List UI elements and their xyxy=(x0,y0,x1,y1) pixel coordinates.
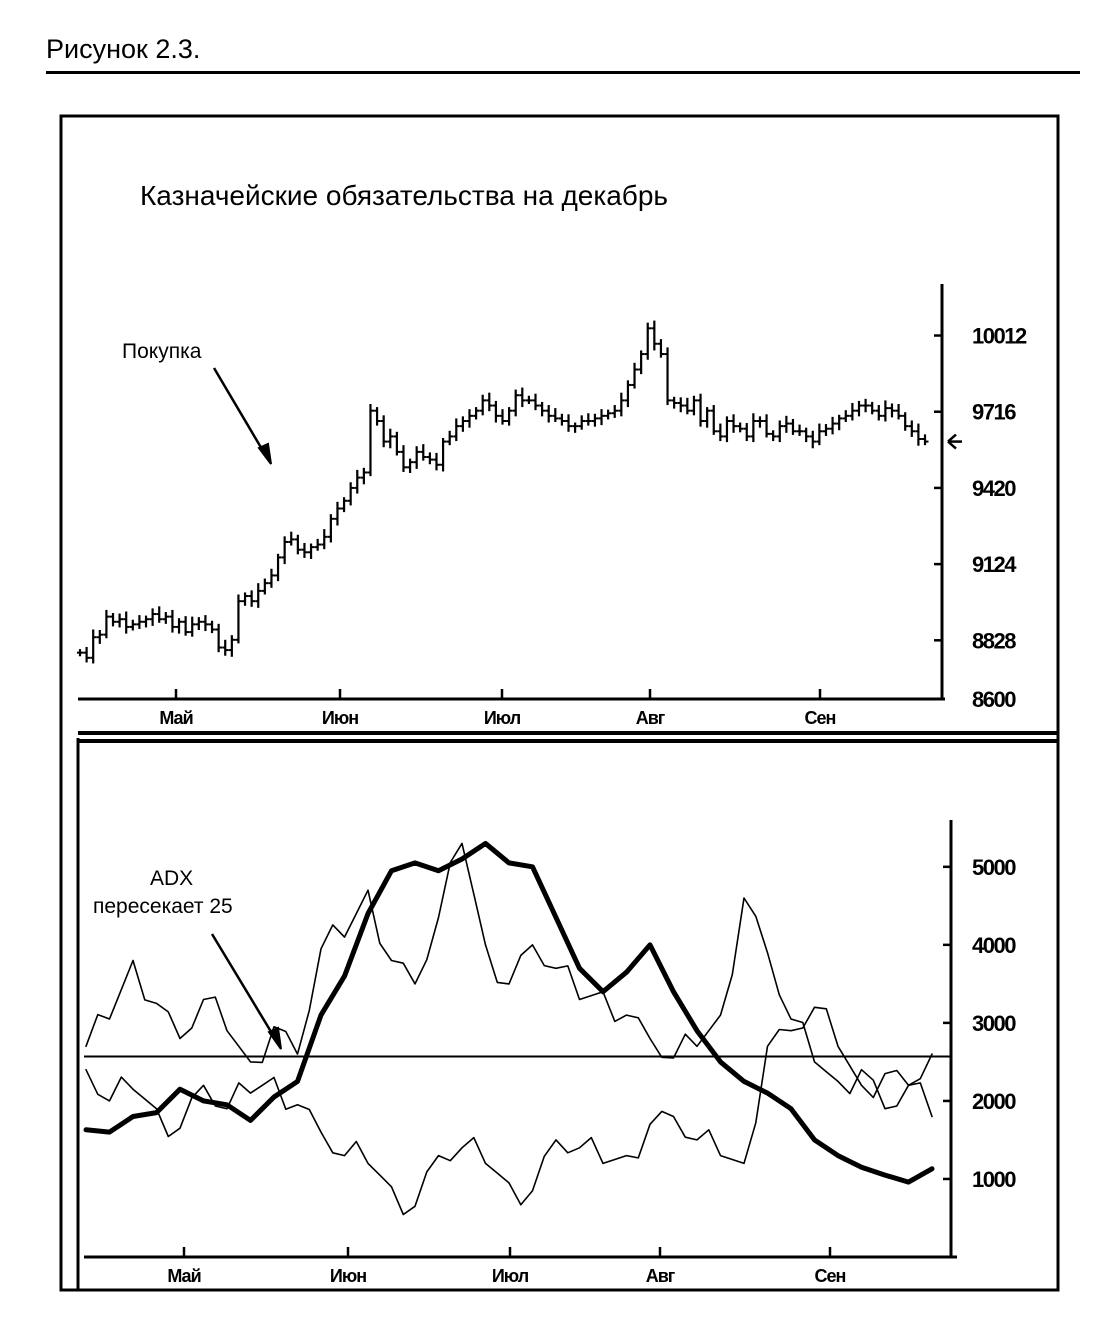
price-bar xyxy=(869,402,876,414)
indicator-x-tick-label: Июн xyxy=(329,1266,367,1286)
price-bar xyxy=(750,413,757,442)
price-bar xyxy=(863,399,870,412)
price-x-tick-label: Авг xyxy=(635,708,665,728)
price-bar xyxy=(539,402,546,416)
price-bar xyxy=(453,418,460,441)
price-bar xyxy=(599,409,606,425)
price-x-tick-label: Июн xyxy=(321,708,359,728)
price-y-tick-label: 9124 xyxy=(972,552,1015,578)
price-bar xyxy=(698,394,705,427)
price-bar xyxy=(110,613,117,626)
price-bar xyxy=(605,410,612,420)
price-bar xyxy=(618,393,625,417)
price-bar xyxy=(84,647,91,662)
price-bar xyxy=(374,407,381,426)
adx-arrow xyxy=(212,934,281,1049)
price-bar xyxy=(97,630,104,644)
price-bar xyxy=(836,415,843,430)
price-bar xyxy=(381,415,388,447)
price-bar xyxy=(658,339,665,358)
price-bar xyxy=(282,536,289,564)
price-bar xyxy=(737,423,744,433)
price-bar xyxy=(717,424,724,442)
price-bar xyxy=(843,410,850,422)
figure-caption: Рисунок 2.3. xyxy=(46,34,201,64)
price-bar xyxy=(295,535,302,555)
price-bar xyxy=(315,539,322,551)
price-bar xyxy=(797,425,804,436)
price-bar xyxy=(130,620,137,631)
price-bar xyxy=(77,649,84,656)
price-bar xyxy=(196,617,203,630)
price-bar xyxy=(308,544,315,559)
price-bar xyxy=(777,420,784,442)
price-bar xyxy=(651,321,658,351)
price-bar xyxy=(513,390,520,417)
price-y-ticks xyxy=(934,324,1027,712)
price-bar xyxy=(671,397,678,409)
price-bar xyxy=(440,438,447,471)
price-x-tick-label: Июл xyxy=(483,708,521,728)
price-bar xyxy=(665,347,672,405)
price-bar xyxy=(823,424,830,436)
price-bar xyxy=(143,616,150,628)
price-bar xyxy=(849,403,856,421)
price-bar xyxy=(519,388,526,408)
price-bar xyxy=(876,405,883,420)
price-bar xyxy=(731,414,738,433)
price-bar xyxy=(579,415,586,429)
price-bar xyxy=(790,419,797,435)
price-chart-title: Казначейские обязательства на декабрь xyxy=(140,180,668,211)
price-bar xyxy=(150,608,157,626)
indicator-y-tick-label: 4000 xyxy=(972,932,1015,958)
price-bar xyxy=(447,431,454,445)
price-bar xyxy=(90,629,97,663)
price-bar xyxy=(566,414,573,432)
price-x-ticks xyxy=(159,689,835,728)
price-bar xyxy=(460,416,467,431)
price-bar xyxy=(255,583,262,608)
price-bar xyxy=(764,414,771,437)
price-bar xyxy=(202,615,209,631)
price-bar xyxy=(638,350,645,374)
price-bar xyxy=(420,444,427,460)
indicator-x-tick-label: Сен xyxy=(814,1266,846,1286)
price-bar xyxy=(632,363,639,389)
indicator-line-2 xyxy=(86,843,932,1116)
price-bar xyxy=(209,621,216,633)
indicator-line-3 xyxy=(86,1007,932,1214)
price-bar xyxy=(744,423,751,441)
price-bar xyxy=(156,606,163,622)
buy-annotation: Покупка xyxy=(122,340,202,363)
price-bar xyxy=(770,430,777,441)
adx-annotation xyxy=(93,867,233,918)
price-bar xyxy=(678,397,685,412)
price-bar xyxy=(235,594,242,643)
price-y-tick-label: 10012 xyxy=(972,323,1026,349)
price-bar xyxy=(856,401,863,416)
price-bar xyxy=(288,532,295,546)
price-y-tick-label: 8828 xyxy=(972,628,1015,654)
price-bar xyxy=(275,554,282,581)
price-bar xyxy=(268,569,275,588)
price-bar xyxy=(810,431,817,449)
price-bar xyxy=(341,497,348,512)
price-bar xyxy=(473,407,480,419)
price-bar xyxy=(400,445,407,472)
price-bar xyxy=(552,408,559,422)
price-bar xyxy=(711,405,718,435)
price-bar xyxy=(757,416,764,427)
price-bar xyxy=(367,404,374,476)
figure-frame xyxy=(61,116,1058,1290)
price-bar xyxy=(691,396,698,416)
price-bar xyxy=(896,404,903,419)
price-x-tick-label: Май xyxy=(159,708,193,728)
price-bar xyxy=(526,396,533,404)
price-bar xyxy=(572,423,579,433)
price-bar xyxy=(922,434,929,445)
price-bar xyxy=(592,414,599,427)
price-bar xyxy=(361,468,368,484)
price-bar xyxy=(123,611,130,633)
price-bar xyxy=(301,543,308,558)
price-bar xyxy=(704,407,711,428)
price-bar xyxy=(387,429,394,449)
price-bar xyxy=(724,416,731,442)
price-bar xyxy=(394,432,401,456)
price-bar xyxy=(625,380,632,407)
indicator-y-tick-label: 5000 xyxy=(972,854,1015,880)
price-bar xyxy=(348,482,355,505)
price-bar xyxy=(176,618,183,633)
price-bar xyxy=(407,459,414,473)
price-bar xyxy=(249,590,256,606)
indicator-x-ticks xyxy=(167,1247,845,1286)
price-bar xyxy=(189,617,196,637)
price-bar xyxy=(466,409,473,428)
price-bar xyxy=(783,416,790,433)
price-bar xyxy=(229,635,236,657)
price-bar xyxy=(816,424,823,446)
price-bar xyxy=(546,405,553,423)
price-bar xyxy=(915,424,922,446)
price-y-tick-label: 9420 xyxy=(972,475,1015,501)
price-bar xyxy=(262,579,269,595)
price-bar xyxy=(354,470,361,494)
price-bar xyxy=(803,428,810,442)
price-bar xyxy=(433,453,440,471)
price-bar xyxy=(216,624,223,652)
price-bar xyxy=(493,401,500,423)
price-bar xyxy=(889,403,896,417)
price-bar xyxy=(328,514,335,542)
price-bar xyxy=(136,615,143,629)
price-bar xyxy=(559,414,566,426)
indicator-x-tick-label: Май xyxy=(167,1266,201,1286)
price-bar xyxy=(242,592,249,605)
price-bar xyxy=(645,323,652,360)
price-bar xyxy=(222,640,229,656)
price-bar xyxy=(909,420,916,436)
price-bar xyxy=(882,400,889,421)
price-bar xyxy=(321,529,328,549)
price-bar xyxy=(169,610,176,633)
buy-arrow xyxy=(214,368,271,464)
price-bar xyxy=(183,616,190,636)
indicator-x-tick-label: Авг xyxy=(645,1266,675,1286)
indicator-y-tick-label: 3000 xyxy=(972,1010,1015,1036)
price-bar xyxy=(334,502,341,526)
indicator-x-tick-label: Июл xyxy=(491,1266,529,1286)
price-bar xyxy=(830,417,837,435)
indicator-y-ticks xyxy=(943,855,1016,1192)
price-bar xyxy=(103,610,110,638)
adx-annotation-line1: ADX xyxy=(150,867,194,890)
price-bars xyxy=(77,321,929,664)
last-price-arrow-icon xyxy=(948,435,962,449)
price-bar xyxy=(500,409,507,424)
price-bar xyxy=(486,393,493,412)
indicator-y-tick-label: 1000 xyxy=(972,1166,1015,1192)
price-bar xyxy=(427,452,434,464)
price-bar xyxy=(117,614,124,628)
price-bar xyxy=(902,412,909,431)
price-bar xyxy=(163,612,170,624)
price-bar xyxy=(480,395,487,416)
price-y-tick-label: 8600 xyxy=(972,687,1015,712)
price-bar xyxy=(414,446,421,469)
adx-annotation-line2: пересекает 25 xyxy=(93,895,233,918)
price-x-tick-label: Сен xyxy=(804,708,836,728)
price-bar xyxy=(585,413,592,425)
price-bar xyxy=(506,407,513,426)
price-bar xyxy=(533,394,540,410)
price-bar xyxy=(612,405,619,418)
price-bar xyxy=(684,398,691,414)
price-y-tick-label: 9716 xyxy=(972,399,1015,425)
indicator-y-tick-label: 2000 xyxy=(972,1088,1015,1114)
